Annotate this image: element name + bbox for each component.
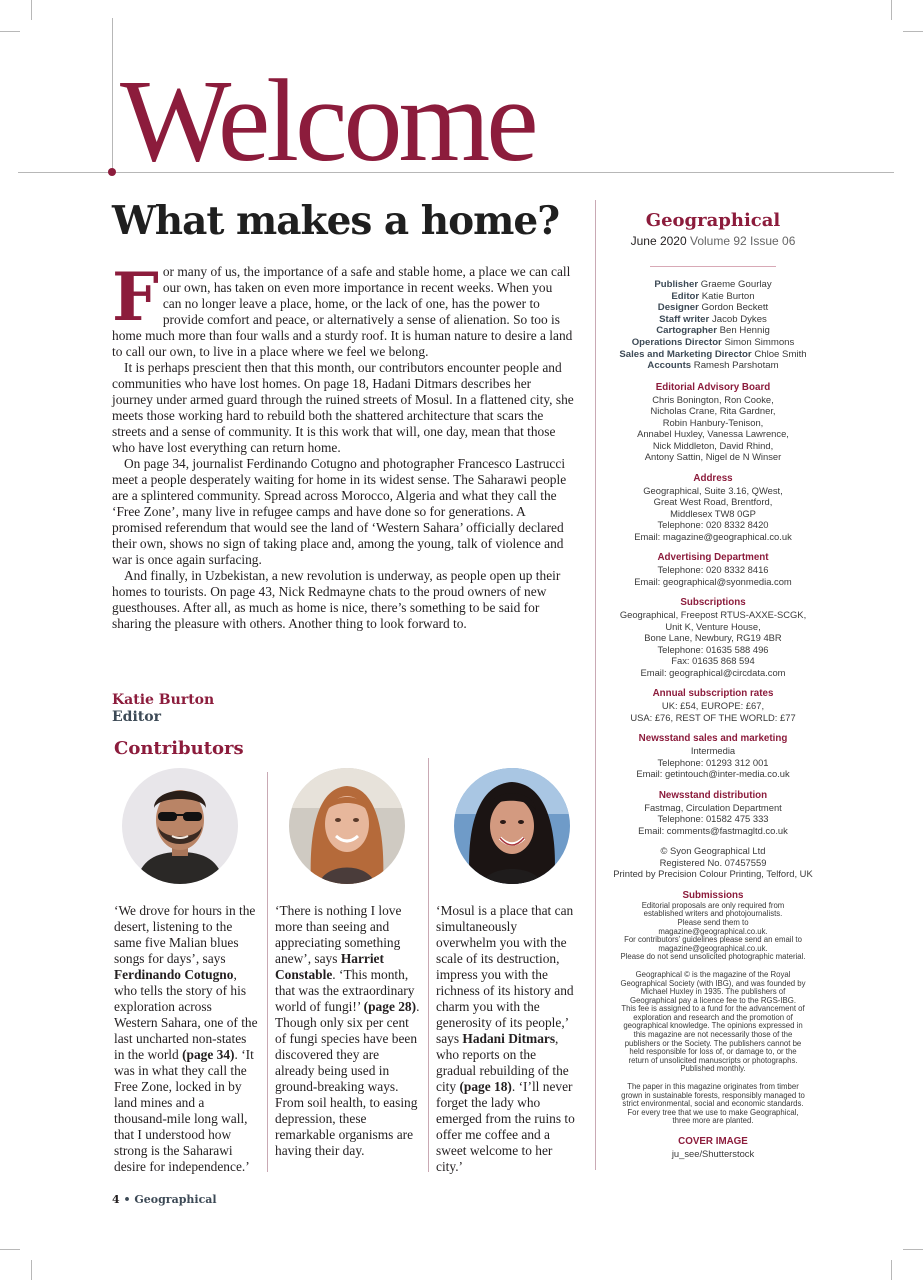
copyright-block bbox=[606, 845, 820, 880]
staff-name: Katie Burton bbox=[701, 290, 755, 302]
staff-line bbox=[606, 349, 820, 361]
quote-text: ‘Mosul is a place that can simultaneously overwhelm you with the scale of its destruction, impress you with the richness of its history and charm you with the generosity of its people,’ says bbox=[436, 903, 574, 1046]
section-title: Welcome bbox=[120, 55, 535, 186]
copyright-line: © Syon Geographical Ltd bbox=[660, 845, 766, 857]
section-line: Chris Bonington, Ron Cooke, bbox=[652, 393, 774, 405]
crop-mark bbox=[903, 31, 923, 32]
quote-text: , who tells the story of his exploration across Western Sahara, one of the last uncharted non-states in the world bbox=[114, 967, 258, 1062]
section-line: Fax: 01635 868 594 bbox=[671, 655, 755, 667]
section-title: Advertising Department bbox=[657, 552, 769, 564]
staff-role: Cartographer bbox=[656, 325, 717, 337]
staff-name: Chloe Smith bbox=[754, 348, 807, 360]
paper-line: strict environmental, social and economic standards. bbox=[622, 1099, 804, 1109]
quote-text: . ‘I’ll never forget the lady who emerged from the ruins to offer me coffee and a sweet welcome to her city.’ bbox=[436, 1079, 575, 1174]
masthead bbox=[606, 208, 820, 1160]
section-line: Geographical, Freepost RTUS-AXXE-SCGK, bbox=[619, 609, 807, 621]
about-line: geographical knowledge. The opinions expressed in bbox=[623, 1021, 803, 1031]
section-line: Telephone: 01635 588 496 bbox=[657, 643, 769, 655]
quote-emphasis: (page 18) bbox=[459, 1079, 512, 1094]
footer-bullet: • bbox=[123, 1193, 131, 1206]
issue-volume: Volume 92 Issue 06 bbox=[690, 234, 796, 248]
staff-name: Graeme Gourlay bbox=[700, 279, 772, 290]
section-line: Annabel Huxley, Vanessa Lawrence, bbox=[637, 428, 789, 440]
section-title: Annual subscription rates bbox=[652, 688, 774, 700]
section-title: Newsstand distribution bbox=[658, 789, 768, 801]
about-line: Geographical © is the magazine of the Royal bbox=[635, 969, 791, 979]
about-line: Michael Huxley in 1935. The publishers of bbox=[640, 987, 786, 997]
masthead-divider bbox=[595, 200, 596, 1170]
crop-mark bbox=[0, 1249, 20, 1250]
staff-line bbox=[606, 337, 820, 349]
drop-cap: F bbox=[112, 258, 159, 336]
headline: What makes a home? bbox=[112, 198, 560, 244]
about-line: exploration and research and the promotion of bbox=[633, 1012, 793, 1022]
submissions-line: Please send them to bbox=[677, 917, 749, 927]
submissions-line: established writers and photojournalists. bbox=[643, 909, 783, 919]
masthead-title: Geographical bbox=[645, 210, 781, 231]
submissions-line: magazine@geographical.co.uk. bbox=[658, 943, 768, 953]
quote-emphasis: Harriet Constable bbox=[275, 951, 384, 982]
paper-line: three more are planted. bbox=[672, 1116, 754, 1126]
staff-line bbox=[606, 302, 820, 314]
quote-text: . ‘It was in what they call the Free Zone, locked in by land mines and a thousand-mile long wall, that I understood how strong is the Saharawi desire for independence.’ bbox=[114, 1047, 254, 1174]
staff-role: Publisher bbox=[654, 279, 699, 290]
staff-name: Gordon Beckett bbox=[701, 302, 769, 314]
quote-text: ‘We drove for hours in the desert, listening to the same five Malian blues songs for days’, says bbox=[114, 903, 256, 966]
paper-block bbox=[606, 1083, 820, 1126]
header-vertical-rule bbox=[112, 18, 113, 170]
about-line: Geographical pay a licence fee to the RGS-IBG. bbox=[630, 995, 796, 1005]
section-line: Email: comments@fastmagltd.co.uk bbox=[638, 824, 788, 836]
staff-role: Staff writer bbox=[659, 313, 710, 325]
cover-image-credit: ju_see/Shutterstock bbox=[671, 1148, 755, 1159]
crop-mark bbox=[891, 0, 892, 20]
paper-line: For every tree that we use to make Geographical, bbox=[627, 1107, 799, 1117]
crop-mark bbox=[903, 1249, 923, 1250]
crop-mark bbox=[0, 31, 20, 32]
contributors-title: Contributors bbox=[114, 738, 244, 759]
portrait-illustration bbox=[454, 768, 570, 884]
section-line: Email: geographical@syonmedia.com bbox=[634, 575, 792, 587]
section-line: Nick Middleton, David Rhind, bbox=[652, 439, 774, 451]
section-line: Telephone: 020 8332 8420 bbox=[657, 519, 769, 531]
staff-role: Editor bbox=[671, 290, 700, 302]
quote-text: . Though only six per cent of fungi species have been discovered they are already being used in ground-breaking ways. From soil health, to easing depression, these remarkable organisms are having their day. bbox=[275, 999, 420, 1158]
staff-line bbox=[606, 291, 820, 303]
copyright-line: Printed by Precision Colour Printing, Telford, UK bbox=[613, 868, 813, 880]
submissions-line: Editorial proposals are only required from bbox=[641, 900, 785, 910]
column-divider bbox=[267, 772, 268, 1172]
submissions-title: Submissions bbox=[682, 889, 744, 901]
about-line: this magazine are not necessarily those of the bbox=[633, 1030, 793, 1040]
section-line: Unit K, Venture House, bbox=[665, 620, 761, 632]
staff-name: Ben Hennig bbox=[719, 325, 770, 337]
editorial-paragraph: For many of us, the importance of a safe and stable home, a place we can call our own, has taken on even more importance in recent weeks. When you can no longer leave a place, home, or the lack of one, has the power to provide comfort and peace, or alternatively a sense of alienation. So too is home much more than four walls and a sturdy roof. It is human nature to desire a land to call our own, to live in a place where we feel we belong. bbox=[112, 258, 573, 359]
signature-role: Editor bbox=[112, 709, 161, 725]
crop-mark bbox=[31, 1260, 32, 1280]
editorial-paragraph: It is perhaps prescient then that this month, our contributors encounter people and communities who have lost homes. On page 18, Hadani Ditmars describes her journey under armed guard through the ruined streets of Mosul. In a flattened city, she meets those working hard to rebuild both the shattered architecture that scars the streets and a sense of community. It is this work that will, one day, mean that those who have lost everything can return home. bbox=[112, 360, 574, 455]
submissions-block bbox=[606, 902, 820, 962]
quote-emphasis: Hadani Ditmars bbox=[462, 1031, 556, 1046]
section-line: Middlesex TW8 0GP bbox=[670, 507, 756, 519]
editorial-paragraph: And finally, in Uzbekistan, a new revolution is underway, as people open up their homes to tourists. On page 43, Nick Redmayne chats to the proud owners of new guesthouses. After all, as much as home is nice, there’s something to be said for sharing the pleasure with others. Another thing to look forward to. bbox=[112, 568, 561, 631]
portrait-illustration bbox=[289, 768, 405, 884]
staff-name: Jacob Dykes bbox=[711, 313, 767, 325]
staff-line bbox=[606, 325, 820, 337]
section-line: Telephone: 01582 475 333 bbox=[657, 813, 769, 825]
section-line: Telephone: 01293 312 001 bbox=[657, 756, 769, 768]
cover-image-title: COVER IMAGE bbox=[678, 1136, 748, 1147]
signature-name: Katie Burton bbox=[112, 692, 215, 708]
about-line: publishers or the Society. The publishers cannot be bbox=[624, 1038, 802, 1048]
staff-line bbox=[606, 360, 820, 372]
staff-role: Operations Director bbox=[631, 336, 722, 348]
quote-emphasis: (page 34) bbox=[182, 1047, 235, 1062]
submissions-line: Please do not send unsolicited photographic material. bbox=[620, 952, 806, 962]
section-line: Telephone: 020 8332 8416 bbox=[657, 564, 769, 576]
about-line: held responsible for loss of, or damage to, or the bbox=[629, 1047, 797, 1057]
page-footer bbox=[112, 1193, 217, 1206]
section-line: Great West Road, Brentford, bbox=[653, 496, 773, 508]
section-line: USA: £76, REST OF THE WORLD: £77 bbox=[630, 711, 796, 723]
about-line: Published monthly. bbox=[680, 1064, 746, 1074]
section-line: Nicholas Crane, Rita Gardner, bbox=[650, 405, 776, 417]
column-divider bbox=[428, 758, 429, 1172]
submissions-line: For contributors’ guidelines please send an email to bbox=[624, 935, 802, 945]
contributor-quote-ditmars bbox=[436, 903, 576, 1175]
quote-text: . ‘This month, that was the extraordinary world of fungi!’ bbox=[275, 967, 415, 1014]
section-line: Geographical, Suite 3.16, QWest, bbox=[643, 484, 783, 496]
paper-line: grown in sustainable forests, responsibly managed to bbox=[621, 1090, 805, 1100]
section-title: Address bbox=[693, 472, 733, 484]
about-line: This fee is assigned to a fund for the advancement of bbox=[621, 1004, 805, 1014]
section-line: UK: £54, EUROPE: £67, bbox=[661, 700, 765, 712]
staff-line bbox=[606, 279, 820, 291]
crop-mark bbox=[891, 1260, 892, 1280]
masthead-rule bbox=[650, 266, 776, 267]
paper-line: The paper in this magazine originates from timber bbox=[627, 1082, 799, 1092]
issue-info bbox=[606, 234, 820, 248]
contributor-quote-constable bbox=[275, 903, 421, 1159]
contributor-photo-cotugno bbox=[122, 768, 238, 884]
section-line: Fastmag, Circulation Department bbox=[644, 801, 782, 813]
issue-date: June 2020 bbox=[630, 234, 687, 248]
quote-text: ‘There is nothing I love more than seeing and appreciating something anew’, says bbox=[275, 903, 402, 966]
submissions-line: magazine@geographical.co.uk. bbox=[658, 926, 768, 936]
section-line: Email: magazine@geographical.co.uk bbox=[634, 530, 792, 542]
staff-role: Sales and Marketing Director bbox=[619, 348, 752, 360]
quote-text: , who reports on the gradual rebuilding of the city bbox=[436, 1031, 569, 1094]
staff-name: Ramesh Parshotam bbox=[693, 360, 779, 372]
contributor-photo-ditmars bbox=[454, 768, 570, 884]
section-line: Email: getintouch@inter-media.co.uk bbox=[636, 768, 790, 780]
portrait-illustration bbox=[122, 768, 238, 884]
page-number: 4 bbox=[112, 1193, 120, 1206]
footer-magazine: Geographical bbox=[134, 1193, 217, 1206]
quote-emphasis: Ferdinando Cotugno bbox=[114, 967, 234, 982]
staff-name: Simon Simmons bbox=[724, 336, 795, 348]
masthead-sections bbox=[606, 382, 820, 837]
contributor-quote-cotugno bbox=[114, 903, 258, 1175]
crop-mark bbox=[31, 0, 32, 20]
section-line: Antony Sattin, Nigel de N Winser bbox=[644, 451, 782, 463]
section-line: Intermedia bbox=[690, 745, 736, 757]
about-line: return of unsolicited manuscripts or photographs. bbox=[628, 1055, 798, 1065]
header-dot bbox=[108, 168, 116, 176]
about-block bbox=[606, 971, 820, 1074]
section-line: Email: geographical@circdata.com bbox=[640, 666, 786, 678]
staff-line bbox=[606, 314, 820, 326]
section-title: Subscriptions bbox=[680, 597, 746, 609]
contributor-photo-constable bbox=[289, 768, 405, 884]
section-line: Bone Lane, Newbury, RG19 4BR bbox=[644, 632, 782, 644]
editorial-letter bbox=[112, 258, 574, 632]
editorial-paragraph: On page 34, journalist Ferdinando Cotugno and photographer Francesco Lastrucci meet a people desperately waiting for home in its widest sense. The Saharawi people are a splintered community. Spread across Morocco, Algeria and what they call the ‘Free Zone’, many live in refugee camps and have done so for generations. A promised referendum that would see the land of ‘Western Sahara’ officially declared their own, shows no sign of taking place and, among the young, talk of violence and war is once again surfacing. bbox=[112, 456, 567, 567]
section-title: Editorial Advisory Board bbox=[655, 381, 771, 393]
staff-role: Accounts bbox=[647, 360, 692, 372]
quote-emphasis: (page 28) bbox=[363, 999, 417, 1014]
section-title: Newsstand sales and marketing bbox=[638, 733, 788, 745]
about-line: Geographical Society (with IBG), and was founded by bbox=[620, 978, 806, 988]
staff-role: Designer bbox=[657, 302, 699, 314]
copyright-line: Registered No. 07457559 bbox=[659, 856, 767, 868]
section-line: Robin Hanbury-Tenison, bbox=[662, 416, 764, 428]
staff-list bbox=[606, 279, 820, 372]
